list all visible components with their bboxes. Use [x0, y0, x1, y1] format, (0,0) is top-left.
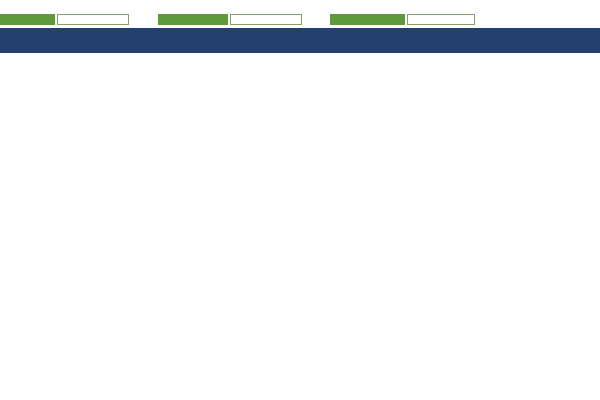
difference-total-label [330, 14, 405, 25]
summary-bar [0, 14, 600, 26]
budget-grid [0, 28, 600, 400]
actual-total-label [158, 14, 228, 25]
projected-total-field[interactable] [57, 14, 129, 25]
category-header-row [0, 28, 600, 38]
difference-total-field[interactable] [407, 14, 475, 25]
actual-total-field[interactable] [230, 14, 302, 25]
projected-total-label [0, 14, 55, 25]
page-title [0, 0, 600, 14]
subheader-row [0, 38, 600, 53]
